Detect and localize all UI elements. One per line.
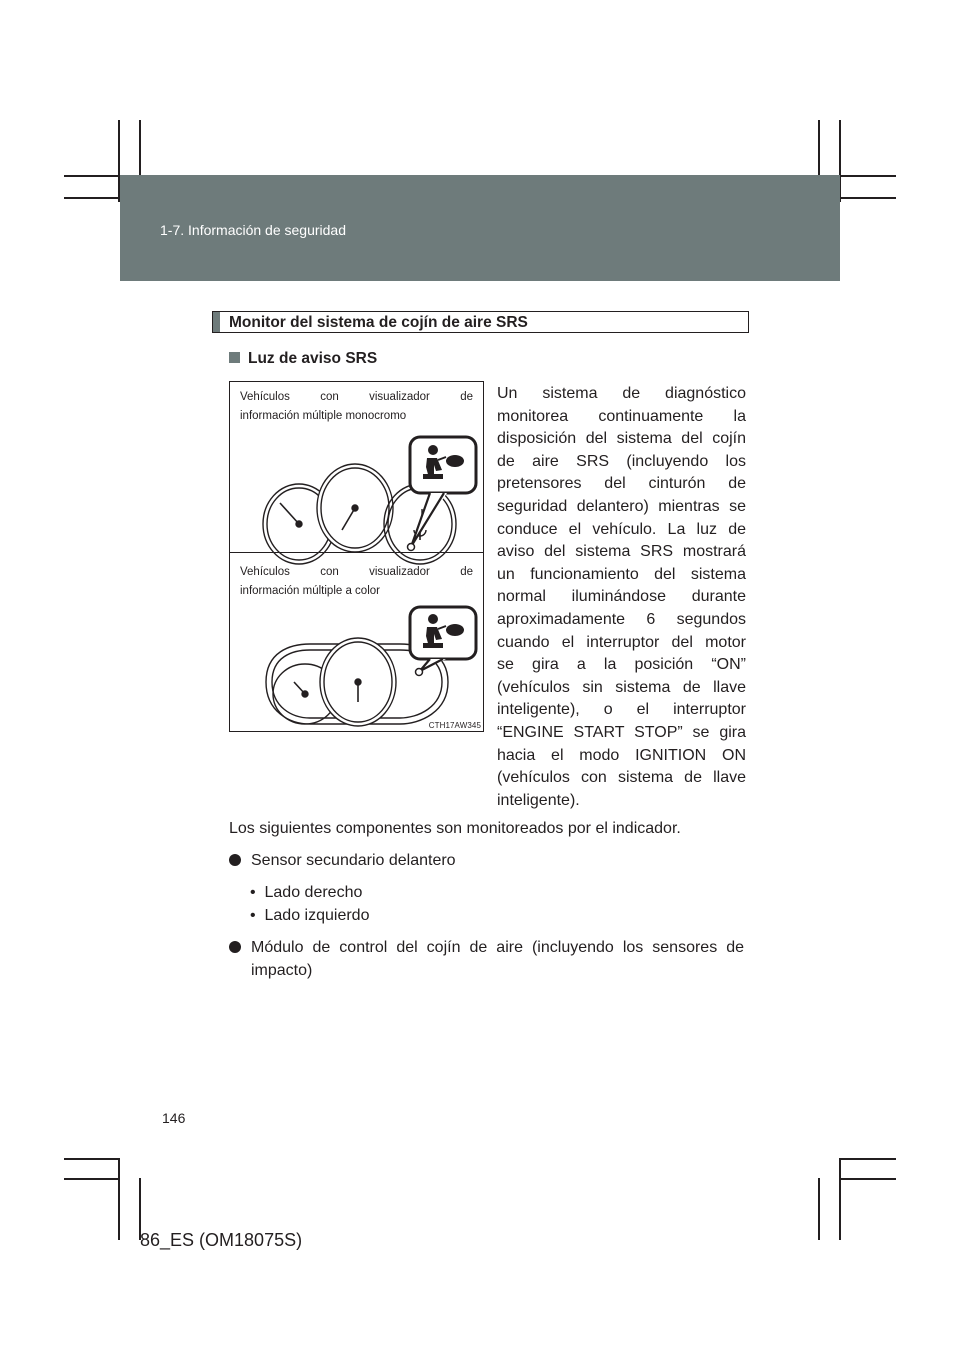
document-code: 86_ES (OM18075S) [140, 1230, 303, 1250]
dot-icon: • [250, 907, 265, 924]
crop-mark [840, 1178, 896, 1180]
subsection-heading [229, 350, 377, 368]
section-breadcrumb: 1-7. Información de seguridad [160, 222, 346, 238]
text-line: hacia el modo IGNITION ON [497, 746, 746, 764]
crop-mark [64, 1158, 120, 1160]
instrument-cluster-figure [229, 381, 484, 732]
text-line: aviso del sistema SRS mostrará [497, 543, 746, 561]
figure-divider [230, 552, 483, 553]
crop-mark [64, 1178, 120, 1180]
crop-mark [840, 1158, 896, 1160]
list-item [229, 850, 456, 873]
list-item [229, 937, 746, 960]
text-line: (vehículos sin sistema de llave [497, 678, 746, 696]
text-line: aproximadamente 6 segundos [497, 610, 746, 628]
list-item-text: Sensor secundario delantero [251, 852, 456, 869]
sub-list-item-text: Lado izquierdo [264, 907, 370, 924]
bullet-icon [229, 854, 241, 866]
intro-paragraph: Los siguientes componentes son monitoreados por el indicador. [229, 820, 681, 837]
text-line: seguridad delantero) mientras se [497, 497, 746, 515]
section-title: Monitor del sistema de cojín de aire SRS [229, 314, 528, 331]
text-line: Un sistema de diagnóstico [497, 385, 746, 402]
sub-list-item-text: Lado derecho [264, 884, 363, 901]
bullet-icon [229, 941, 241, 953]
text-line: inteligente), o el interruptor [497, 701, 746, 719]
text-line: de aire SRS (incluyendo los [497, 452, 746, 470]
cluster-illustrations [230, 382, 483, 731]
text-line: pretensores del cinturón de [497, 475, 746, 493]
figure-code: CTH17AW345 [428, 721, 481, 730]
subsection-title: Luz de aviso SRS [248, 350, 378, 367]
crop-mark [118, 1158, 120, 1240]
text-line: cuando el interruptor del motor [497, 633, 746, 651]
text-line: conduce el vehículo. La luz de [497, 520, 746, 538]
dot-icon: • [250, 884, 265, 901]
caption-line: información múltiple monocromo [240, 410, 407, 422]
square-bullet-icon [229, 352, 240, 363]
crop-mark [840, 197, 896, 199]
text-line: monitorea continuamente la [497, 407, 746, 425]
crop-mark [839, 1158, 841, 1240]
sub-list-item [250, 882, 362, 905]
crop-mark [64, 175, 120, 177]
caption-line: información múltiple a color [240, 585, 380, 597]
sub-list-item [250, 905, 369, 928]
text-line: se gira a la posición “ON” [497, 656, 746, 674]
crop-mark [840, 175, 896, 177]
text-line: “ENGINE START STOP” se gira [497, 723, 746, 741]
crop-mark [64, 197, 120, 199]
text-line: disposición del sistema del cojín [497, 430, 746, 448]
warning-light-description [497, 383, 746, 812]
text-line: un funcionamiento del sistema [497, 565, 746, 583]
figure-caption-color [240, 563, 473, 601]
text-line: inteligente). [497, 791, 580, 809]
section-title-accent [213, 312, 220, 332]
list-item-text: Módulo de control del cojín de aire (incluyendo los sensores de [251, 939, 744, 956]
caption-line: Vehículos con visualizador de [240, 566, 473, 578]
text-line: normal iluminándose durante [497, 588, 746, 606]
list-item-continuation: impacto) [251, 962, 313, 979]
section-title-box [212, 311, 749, 333]
crop-mark [818, 1178, 820, 1240]
caption-line: Vehículos con visualizador de [240, 391, 473, 403]
page-number: 146 [162, 1110, 186, 1126]
text-line: (vehículos con sistema de llave [497, 769, 746, 787]
